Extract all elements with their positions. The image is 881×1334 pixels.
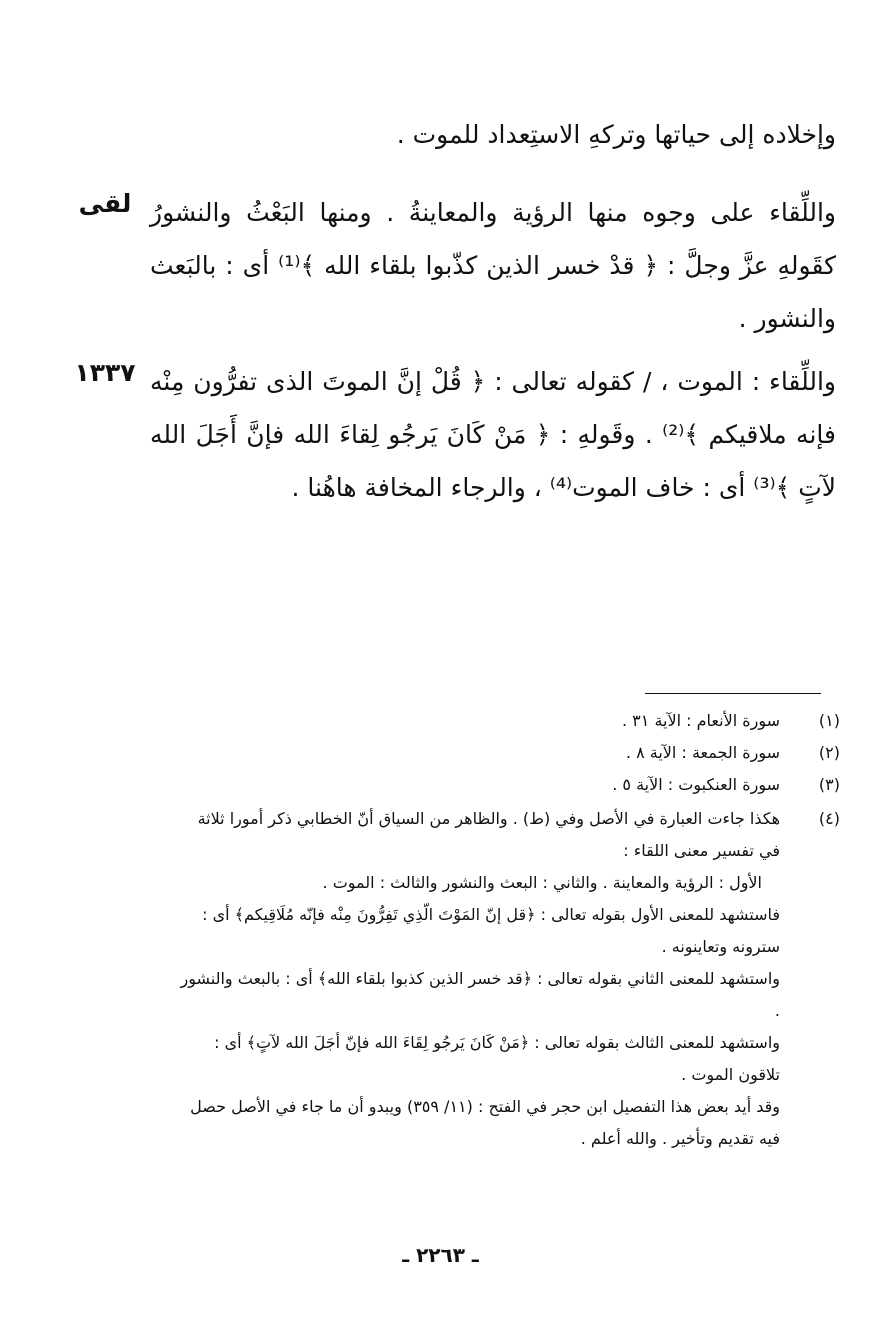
footnote-text: سورة العنكبوت : الآية ٥ . <box>612 775 780 794</box>
footnote-text: هكذا جاءت العبارة في الأصل وفي (ط) . والظاهر من السياق أنّ الخطابي ذكر أمورا ثلاثة في تفسير معنى اللقاء : <box>197 809 780 860</box>
footnote-number: (٢) <box>818 743 840 762</box>
footnote-number: (٣) <box>818 775 840 794</box>
footnote-2 <box>175 737 840 769</box>
footnote-number: (٤) <box>818 809 840 828</box>
main-paragraph-1: وإخلاده إلى حياتها وتركهِ الاستِعداد للموت . <box>396 120 836 149</box>
footnote-text: فاستشهد للمعنى الأول بقوله تعالى : ﴿قل إنّ المَوْتَ الّذِي تَفِرُّونَ مِنْه فإنّه مُلَاقِيكم﴾ أى : سترونه وتعاينونه . <box>202 905 780 956</box>
margin-root-word: لقى <box>78 189 132 218</box>
footnote-1 <box>175 705 840 737</box>
footnote-3 <box>175 769 840 801</box>
footnote-text: سورة الجمعة : الآية ٨ . <box>625 743 780 762</box>
footnote-text: وقد أيد بعض هذا التفصيل ابن حجر في الفتح : (١١/ ٣٥٩) ويبدو أن ما جاء في الأصل حصل فيه تقديم وتأخير . والله أعلم . <box>190 1097 780 1148</box>
footnote-separator <box>645 693 821 694</box>
footnote-number: (١) <box>818 711 840 730</box>
footnote-text: واستشهد للمعنى الثالث بقوله تعالى : ﴿مَنْ كَانَ يَرجُو لِقَاءَ الله فإنّ أجَلَ الله لآتٍ﴾ أى : تلاقون الموت . <box>214 1033 780 1084</box>
page-number: ـ ٢٢٦٣ ـ <box>402 1243 479 1267</box>
main-paragraph-2: واللِّقاء على وجوه منها الرؤية والمعاينةُ . ومنها البَعْثُ والنشورُ كقَولهِ عزَّ وجلَّ : ﴿ قدْ خسر الذين كذّبوا بلقاء الله ﴾⁽¹⁾ أى : بالبَعث والنشور . <box>150 198 836 333</box>
margin-entry-number: ١٣٣٧ <box>74 358 136 387</box>
footnote-text: الأول : الرؤية والمعاينة . والثاني : البعث والنشور والثالث : الموت . <box>322 873 762 892</box>
main-paragraph-3: واللِّقاء : الموت ، / كقوله تعالى : ﴿ قُلْ إنَّ الموتَ الذى تفرُّون مِنْه فإنه ملاقيكم ﴾⁽²⁾ . وقَولهِ : ﴿ مَنْ كَانَ يَرجُو لِقاءَ الله فإنَّ أَجَلَ الله لآتٍ ﴾⁽³⁾ أى : خاف الموت⁽⁴⁾ ، والرجاء المخافة هاهُنا . <box>150 367 836 502</box>
footnote-text: واستشهد للمعنى الثاني بقوله تعالى : ﴿قد خسر الذين كذبوا بلقاء الله﴾ أى : بالبعث والنشور . <box>180 969 780 1020</box>
footnote-text: سورة الأنعام : الآية ٣١ . <box>622 711 780 730</box>
footnote-4 <box>175 803 840 1155</box>
